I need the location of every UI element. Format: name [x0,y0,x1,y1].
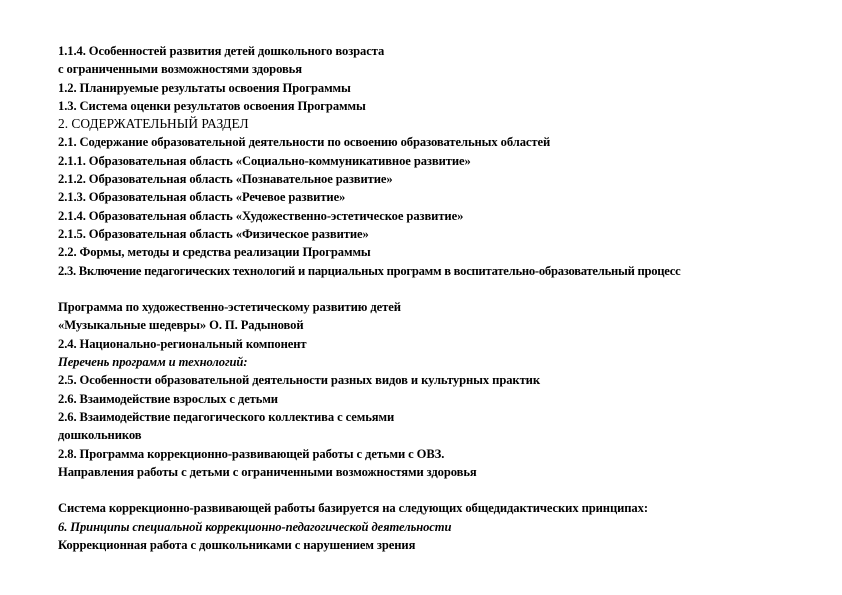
toc-line: 2.1.1. Образовательная область «Социально-коммуникативное развитие» [58,153,471,168]
toc-line: 2.1.3. Образовательная область «Речевое развитие» [58,190,346,205]
toc-line: 2.1.4. Образовательная область «Художественно-эстетическое развитие» [58,208,464,223]
toc-line: Система коррекционно-развивающей работы базируется на следующих общедидактических принципах: [58,501,648,516]
toc-block-3 [58,499,828,554]
toc-line: 2.3. Включение педагогических технологий и парциальных программ в воспитательно-образовательный процесс [58,263,681,278]
toc-line: «Музыкальные шедевры» О. П. Радыновой [58,318,304,333]
toc-line: 2.1.5. Образовательная область «Физическое развитие» [58,226,369,241]
toc-line: 2.6. Взаимодействие педагогического коллектива с семьями [58,409,395,424]
toc-line: 2.4. Национально-региональный компонент [58,336,307,351]
toc-line: 2.5. Особенности образовательной деятельности разных видов и культурных практик [58,373,540,388]
toc-line: 1.3. Система оценки результатов освоения Программы [58,98,366,113]
toc-line: 2.1.2. Образовательная область «Познавательное развитие» [58,172,393,187]
toc-line: дошкольников [58,428,142,443]
document-page [58,42,828,554]
toc-line: 2.1. Содержание образовательной деятельности по освоению образовательных областей [58,135,551,150]
toc-line: 2.6. Взаимодействие взрослых с детьми [58,391,278,406]
toc-line: Коррекционная работа с дошкольниками с нарушением зрения [58,538,416,553]
section-heading: 2. СОДЕРЖАТЕЛЬНЫЙ РАЗДЕЛ [58,116,249,132]
toc-line: 1.1.4. Особенностей развития детей дошкольного возраста [58,44,385,58]
toc-line-italic: 6. Принципы специальной коррекционно-педагогической деятельности [58,519,452,534]
spacer [58,481,828,499]
toc-line: с ограниченными возможностями здоровья [58,62,302,77]
toc-line: 1.2. Планируемые результаты освоения Программы [58,80,351,95]
toc-line: 2.2. Формы, методы и средства реализации Программы [58,245,371,260]
toc-block-1 [58,42,828,280]
toc-line: Направления работы с детьми с ограниченными возможностями здоровья [58,464,477,479]
toc-line: 2.8. Программа коррекционно-развивающей работы с детьми с ОВЗ. [58,446,445,461]
toc-line: Программа по художественно-эстетическому развитию детей [58,300,401,315]
toc-block-2 [58,298,828,481]
toc-line-italic: Перечень программ и технологий: [58,355,248,370]
spacer [58,280,828,298]
